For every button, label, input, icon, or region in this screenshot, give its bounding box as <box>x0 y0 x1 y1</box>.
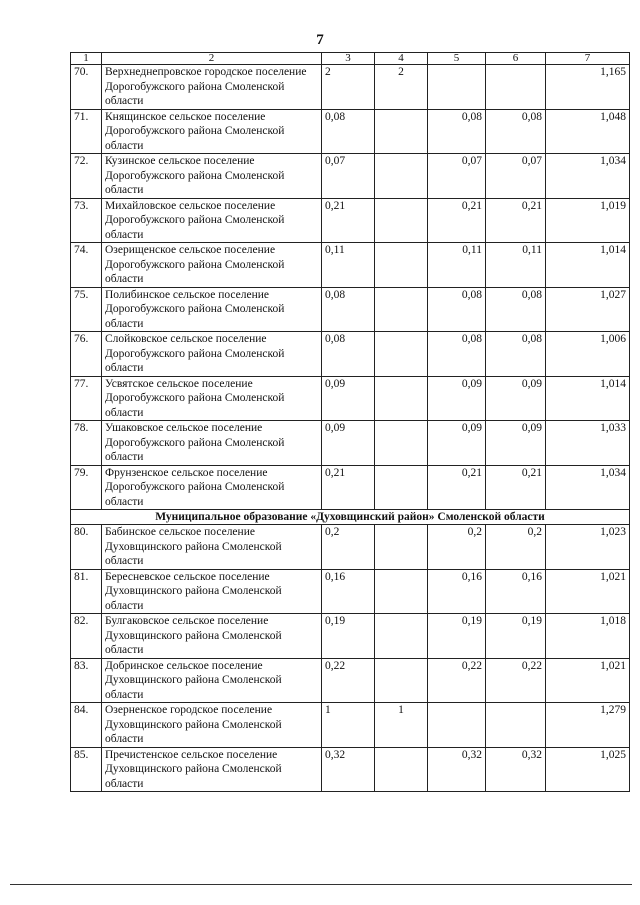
value-cell-col6 <box>486 703 546 748</box>
settlement-name-cell: Михайловское сельское поселение Дорогобужского района Смоленской области <box>102 198 322 243</box>
value-cell-col6: 0,2 <box>486 525 546 570</box>
settlement-name-cell: Княщинское сельское поселение Дорогобужского района Смоленской области <box>102 109 322 154</box>
value-cell-col7: 1,023 <box>546 525 630 570</box>
value-cell-col5: 0,07 <box>428 154 486 199</box>
value-cell-col7: 1,018 <box>546 614 630 659</box>
value-cell-col7: 1,034 <box>546 154 630 199</box>
settlement-name-cell: Озерненское городское поселение Духовщинского района Смоленской области <box>102 703 322 748</box>
settlement-name-cell: Полибинское сельское поселение Дорогобужского района Смоленской области <box>102 287 322 332</box>
table-row <box>71 658 630 703</box>
value-cell-col5: 0,2 <box>428 525 486 570</box>
value-cell-col5: 0,21 <box>428 465 486 510</box>
settlement-name-cell: Озерищенское сельское поселение Дорогобужского района Смоленской области <box>102 243 322 288</box>
value-cell-col3: 0,32 <box>322 747 375 792</box>
value-cell-col4 <box>375 569 428 614</box>
settlement-name-cell: Бересневское сельское поселение Духовщинского района Смоленской области <box>102 569 322 614</box>
value-cell-col7: 1,006 <box>546 332 630 377</box>
value-cell-col3: 0,19 <box>322 614 375 659</box>
table-body-dorogobuzh <box>71 65 630 510</box>
value-cell-col3: 0,21 <box>322 198 375 243</box>
settlement-name-cell: Кузинское сельское поселение Дорогобужского района Смоленской области <box>102 154 322 199</box>
value-cell-col6: 0,16 <box>486 569 546 614</box>
value-cell-col5: 0,19 <box>428 614 486 659</box>
row-number-cell: 72. <box>71 154 102 199</box>
header-cell: 2 <box>102 53 322 65</box>
value-cell-col6: 0,22 <box>486 658 546 703</box>
settlement-name-cell: Усвятское сельское поселение Дорогобужского района Смоленской области <box>102 376 322 421</box>
value-cell-col4 <box>375 287 428 332</box>
value-cell-col6: 0,21 <box>486 465 546 510</box>
table-row <box>71 569 630 614</box>
table-row <box>71 287 630 332</box>
value-cell-col7: 1,014 <box>546 376 630 421</box>
row-number-cell: 77. <box>71 376 102 421</box>
table-row <box>71 376 630 421</box>
row-number-cell: 79. <box>71 465 102 510</box>
table-row <box>71 243 630 288</box>
table-row <box>71 465 630 510</box>
value-cell-col5: 0,08 <box>428 332 486 377</box>
value-cell-col6: 0,21 <box>486 198 546 243</box>
value-cell-col5: 0,08 <box>428 287 486 332</box>
settlement-name-cell: Слойковское сельское поселение Дорогобужского района Смоленской области <box>102 332 322 377</box>
section-title: Муниципальное образование «Духовщинский район» Смоленской области <box>71 510 630 525</box>
value-cell-col6: 0,09 <box>486 421 546 466</box>
header-cell: 3 <box>322 53 375 65</box>
value-cell-col5 <box>428 703 486 748</box>
value-cell-col3: 0,2 <box>322 525 375 570</box>
settlement-name-cell: Фрунзенское сельское поселение Дорогобужского района Смоленской области <box>102 465 322 510</box>
value-cell-col6: 0,08 <box>486 287 546 332</box>
value-cell-col4 <box>375 109 428 154</box>
value-cell-col5: 0,11 <box>428 243 486 288</box>
value-cell-col5 <box>428 65 486 110</box>
row-number-cell: 73. <box>71 198 102 243</box>
value-cell-col3: 0,16 <box>322 569 375 614</box>
header-cell: 6 <box>486 53 546 65</box>
value-cell-col6: 0,19 <box>486 614 546 659</box>
value-cell-col6: 0,32 <box>486 747 546 792</box>
value-cell-col5: 0,09 <box>428 421 486 466</box>
value-cell-col5: 0,09 <box>428 376 486 421</box>
table-row <box>71 525 630 570</box>
value-cell-col3: 0,09 <box>322 376 375 421</box>
row-number-cell: 80. <box>71 525 102 570</box>
value-cell-col6: 0,08 <box>486 332 546 377</box>
table-row <box>71 332 630 377</box>
value-cell-col4 <box>375 243 428 288</box>
header-row <box>71 53 630 65</box>
value-cell-col4 <box>375 421 428 466</box>
value-cell-col5: 0,16 <box>428 569 486 614</box>
row-number-cell: 83. <box>71 658 102 703</box>
row-number-cell: 71. <box>71 109 102 154</box>
coefficients-table <box>70 52 630 792</box>
value-cell-col5: 0,32 <box>428 747 486 792</box>
value-cell-col7: 1,033 <box>546 421 630 466</box>
value-cell-col5: 0,22 <box>428 658 486 703</box>
table-row <box>71 703 630 748</box>
value-cell-col3: 0,07 <box>322 154 375 199</box>
value-cell-col4 <box>375 658 428 703</box>
value-cell-col3: 1 <box>322 703 375 748</box>
row-number-cell: 82. <box>71 614 102 659</box>
row-number-cell: 75. <box>71 287 102 332</box>
value-cell-col7: 1,165 <box>546 65 630 110</box>
value-cell-col7: 1,021 <box>546 569 630 614</box>
value-cell-col3: 0,08 <box>322 109 375 154</box>
header-cell: 5 <box>428 53 486 65</box>
value-cell-col4: 2 <box>375 65 428 110</box>
settlement-name-cell: Пречистенское сельское поселение Духовщинского района Смоленской области <box>102 747 322 792</box>
value-cell-col4 <box>375 465 428 510</box>
settlement-name-cell: Булгаковское сельское поселение Духовщинского района Смоленской области <box>102 614 322 659</box>
value-cell-col5: 0,21 <box>428 198 486 243</box>
value-cell-col3: 0,08 <box>322 332 375 377</box>
settlement-name-cell: Верхнеднепровское городское поселение Дорогобужского района Смоленской области <box>102 65 322 110</box>
page-number: 7 <box>316 32 324 48</box>
table-row <box>71 198 630 243</box>
value-cell-col4 <box>375 525 428 570</box>
value-cell-col7: 1,019 <box>546 198 630 243</box>
row-number-cell: 78. <box>71 421 102 466</box>
header-cell: 4 <box>375 53 428 65</box>
settlement-name-cell: Добринское сельское поселение Духовщинского района Смоленской области <box>102 658 322 703</box>
value-cell-col7: 1,021 <box>546 658 630 703</box>
value-cell-col5: 0,08 <box>428 109 486 154</box>
value-cell-col3: 0,21 <box>322 465 375 510</box>
value-cell-col6 <box>486 65 546 110</box>
value-cell-col7: 1,027 <box>546 287 630 332</box>
section-header-body <box>71 510 630 525</box>
value-cell-col4 <box>375 332 428 377</box>
table-row <box>71 614 630 659</box>
value-cell-col4 <box>375 198 428 243</box>
table-row <box>71 109 630 154</box>
settlement-name-cell: Бабинское сельское поселение Духовщинского района Смоленской области <box>102 525 322 570</box>
value-cell-col7: 1,025 <box>546 747 630 792</box>
value-cell-col3: 0,08 <box>322 287 375 332</box>
header-cell: 7 <box>546 53 630 65</box>
value-cell-col7: 1,279 <box>546 703 630 748</box>
table-row <box>71 154 630 199</box>
value-cell-col4: 1 <box>375 703 428 748</box>
value-cell-col4 <box>375 376 428 421</box>
row-number-cell: 74. <box>71 243 102 288</box>
footer-rule <box>10 884 632 885</box>
value-cell-col4 <box>375 747 428 792</box>
table-row <box>71 421 630 466</box>
value-cell-col6: 0,07 <box>486 154 546 199</box>
value-cell-col6: 0,11 <box>486 243 546 288</box>
value-cell-col7: 1,014 <box>546 243 630 288</box>
table-body-dukhovshchina <box>71 525 630 792</box>
table-row <box>71 65 630 110</box>
value-cell-col7: 1,048 <box>546 109 630 154</box>
row-number-cell: 85. <box>71 747 102 792</box>
value-cell-col3: 0,11 <box>322 243 375 288</box>
row-number-cell: 70. <box>71 65 102 110</box>
value-cell-col6: 0,09 <box>486 376 546 421</box>
row-number-cell: 76. <box>71 332 102 377</box>
value-cell-col3: 0,09 <box>322 421 375 466</box>
header-cell: 1 <box>71 53 102 65</box>
value-cell-col4 <box>375 614 428 659</box>
row-number-cell: 84. <box>71 703 102 748</box>
value-cell-col7: 1,034 <box>546 465 630 510</box>
section-row <box>71 510 630 525</box>
value-cell-col6: 0,08 <box>486 109 546 154</box>
settlement-name-cell: Ушаковское сельское поселение Дорогобужского района Смоленской области <box>102 421 322 466</box>
value-cell-col4 <box>375 154 428 199</box>
value-cell-col3: 2 <box>322 65 375 110</box>
row-number-cell: 81. <box>71 569 102 614</box>
value-cell-col3: 0,22 <box>322 658 375 703</box>
table-row <box>71 747 630 792</box>
